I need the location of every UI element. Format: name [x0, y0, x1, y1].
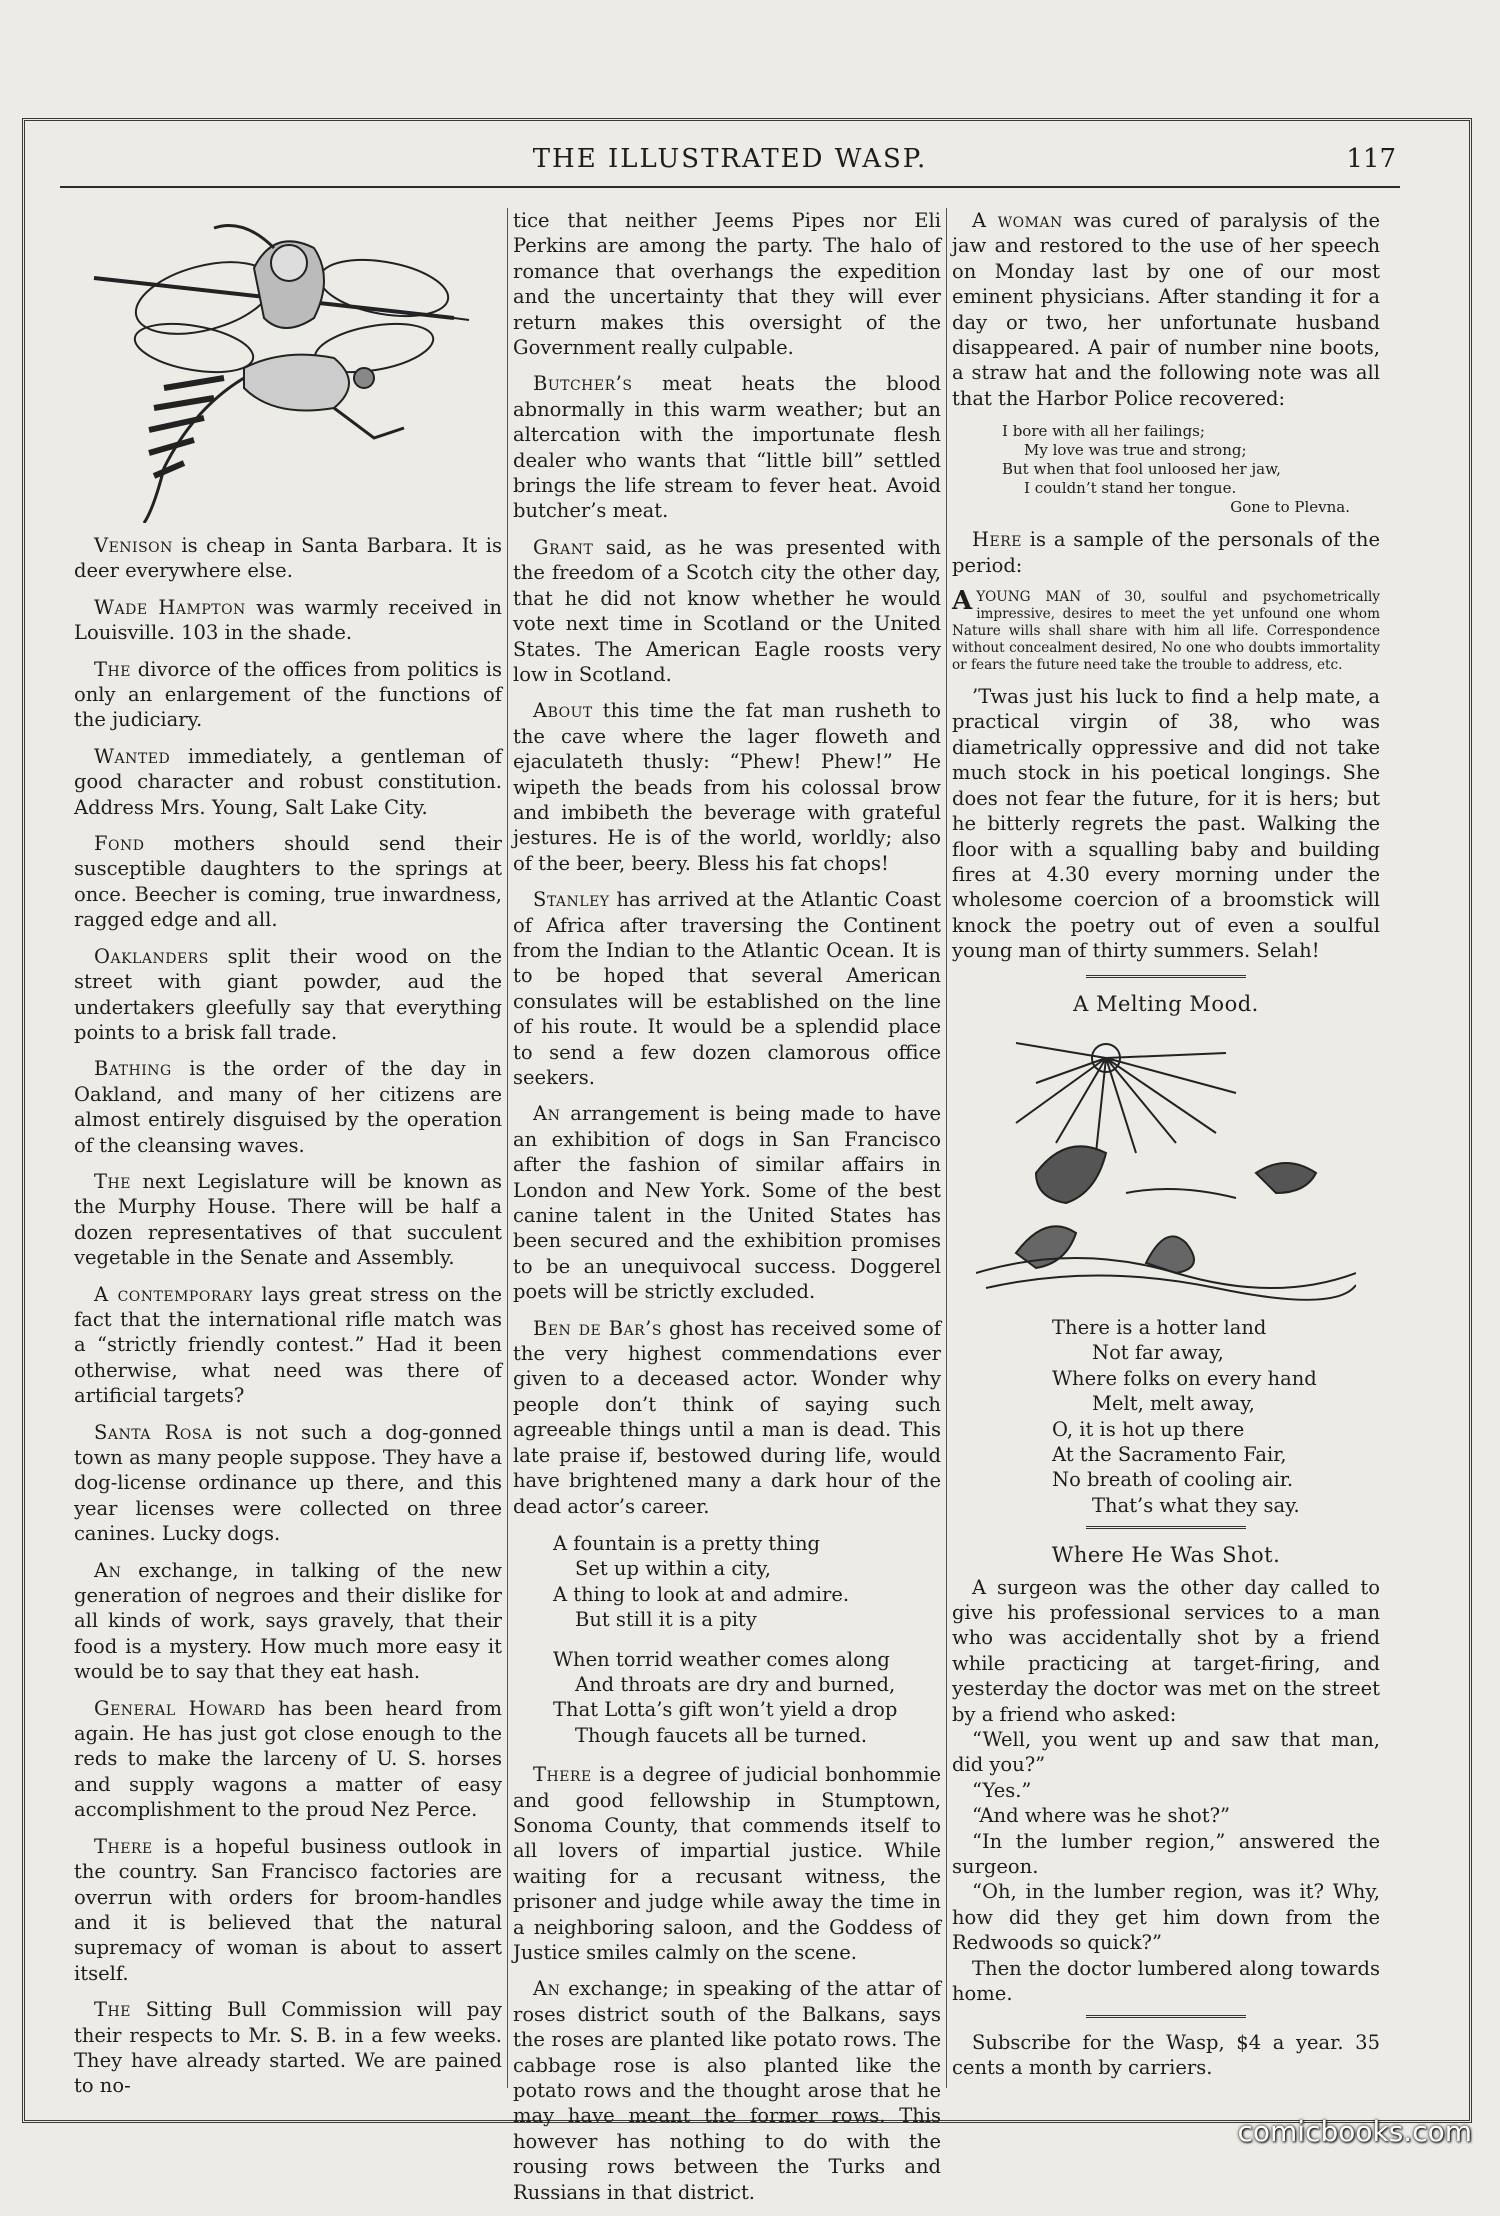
poem-line: There is a hotter land [1052, 1315, 1267, 1339]
column-1 [74, 208, 502, 2110]
item-lead: There [533, 1763, 592, 1787]
poem-line: But still it is a pity [575, 1608, 757, 1632]
item-lead: Wanted [94, 744, 171, 768]
poem-line: But when that fool unloosed her jaw, [1002, 460, 1281, 479]
item-text: arrangement is being made to have an exhibition of dogs in San Francisco after the fashion of similar affairs in London and New York. Some of the best canine talent in the United States has been secured and the exhibition promises to be an unequivocal success. Doggerel poets will be strictly excluded. [513, 1102, 941, 1304]
news-item [74, 1282, 502, 1409]
poem-line: I couldn’t stand her tongue. [1024, 479, 1237, 498]
item-text: is a sample of the personals of the period: [952, 528, 1380, 577]
column-2 [513, 208, 941, 2216]
poem-line: At the Sacramento Fair, [1052, 1442, 1287, 1466]
item-lead: About [533, 699, 593, 723]
subscribe-notice: Subscribe for the Wasp, $4 a year. 35 cents a month by carriers. [952, 2030, 1380, 2079]
melting-poem [1052, 1315, 1380, 1518]
item-lead: Butcher’s [533, 372, 633, 396]
item-lead: An [94, 1558, 122, 1582]
item-text: mothers should send their susceptible daughters to the springs at once. Beecher is coming, true inwardness, ragged edge and all. [74, 832, 502, 932]
item-lead: Santa Rosa [94, 1420, 213, 1444]
ad-dropcap: A [952, 586, 973, 617]
item-lead: General Howard [94, 1696, 266, 1720]
poem-line: Not far away, [1092, 1341, 1224, 1365]
item-text: next Legislature will be known as the Murphy House. There will be half a dozen representatives of that succulent vegetable in the Senate and Assembly. [74, 1169, 502, 1270]
news-item [74, 1558, 502, 1685]
news-item [74, 657, 502, 733]
news-item [74, 595, 502, 646]
story-paragraph: “In the lumber region,” answered the surgeon. [952, 1829, 1380, 1879]
shot-heading: Where He Was Shot. [1051, 1543, 1281, 1568]
column-2-items-lower [513, 1762, 941, 2205]
item-text: said, as he was presented with the freedom of a Scotch city the other day, that he did not know whether he would vote next time in Scotland or the United States. The American Eagle roosts very low in Scotland. [513, 535, 941, 686]
item-lead: Fond [94, 832, 145, 856]
news-item [74, 1169, 502, 1271]
melting-sun-illustration [976, 1023, 1356, 1303]
story-paragraph: “Yes.” [972, 1778, 1032, 1802]
news-item [74, 1420, 502, 1547]
item-text: meat heats the blood abnormally in this warm weather; but an altercation with the importunate flesh dealer who wants that “little bill” settled brings the life stream to fever heat. Avoid butcher’s meat. [513, 372, 941, 523]
item-text: is a degree of judicial bonhommie and good fellowship in Stumptown, Sonoma County, that commends itself to all lovers of impartial justice. While waiting for a recusant witness, the prisoner and judge while away the time in a neighboring saloon, and the Goddess of Justice smiles calmly on the scene. [513, 1763, 941, 1964]
item-lead: The [94, 1169, 131, 1193]
news-item [74, 1056, 502, 1158]
section-divider [1086, 2015, 1246, 2022]
news-item [74, 944, 502, 1046]
news-item [513, 698, 941, 876]
item-lead: An [533, 1977, 561, 2001]
news-item [513, 371, 941, 523]
item-lead: An [533, 1102, 561, 1126]
item-lead: Oaklanders [94, 944, 209, 968]
note-poem [1002, 422, 1380, 517]
news-item [74, 1696, 502, 1823]
section-divider [1086, 1526, 1246, 1533]
column-2-items [513, 208, 941, 1519]
item-text: has arrived at the Atlantic Coast of Africa after traversing the Continent from the Indian to the Atlantic Ocean. It is to be hoped that several American consulates will be established on the line of his route. It would be a splendid place to send a few dozen clamorous office seekers. [513, 888, 941, 1089]
news-item [513, 887, 941, 1090]
column-rule [946, 208, 947, 2088]
item-text: exchange; in speaking of the attar of roses district south of the Balkans, says the roses are planted like potato rows. The cabbage rose is also planted like the potato rows and the thought arose that he may have meant the former rows. This however has nothing to do with the rousing rows between the Turks and Russians in that district. [513, 1977, 941, 2204]
poem-line: I bore with all her failings; [1002, 422, 1205, 441]
column-rule [507, 208, 508, 2088]
personal-ad [952, 586, 1380, 674]
story-paragraph: A surgeon was the other day called to give his professional services to a man who was accidentally shot by a friend while practicing at target-firing, and yesterday the doctor was met on the street by a friend who asked: [952, 1575, 1380, 1726]
news-item [74, 1834, 502, 1986]
poem-line: Though faucets all be turned. [575, 1723, 868, 1747]
newspaper-title: THE ILLUSTRATED WASP. [532, 144, 928, 174]
item-lead: Venison [94, 534, 173, 557]
poem-line: Set up within a city, [575, 1557, 771, 1581]
item-lead: Grant [533, 535, 594, 559]
item-lead: Bathing [94, 1057, 172, 1081]
item-lead: There [94, 1834, 153, 1858]
item-personals [952, 527, 1380, 578]
poem-line: A thing to look at and admire. [553, 1582, 850, 1606]
item-lead: The [94, 657, 131, 681]
shot-story [952, 1575, 1380, 2007]
poem-line: Melt, melt away, [1092, 1392, 1255, 1416]
item-woman [952, 208, 1380, 411]
item-text: has been heard from again. He has just got close enough to the reds to make the larceny of U. S. horses and supply wagons a matter of easy accomplishment to the proud Nez Perce. [74, 1696, 503, 1822]
melting-heading: A Melting Mood. [1073, 991, 1259, 1016]
story-paragraph: Then the doctor lumbered along towards home. [952, 1956, 1380, 2006]
item-text: tice that neither Jeems Pipes nor Eli Perkins are among the party. The halo of romance that overhangs the expedition and the uncertainty that they will ever return makes this oversight of the Government really culpable. [513, 209, 941, 360]
story-paragraph: “Well, you went up and saw that man, did you?” [952, 1728, 1380, 1777]
item-lead: Wade Hampton [94, 595, 246, 619]
section-divider [1086, 975, 1246, 982]
poem-line: That Lotta’s gift won’t yield a drop [553, 1698, 898, 1722]
note-signature: Gone to Plevna. [1230, 498, 1350, 517]
item-lead: A contemporary [94, 1282, 253, 1306]
news-item [513, 535, 941, 687]
poem-line: That’s what they say. [1092, 1493, 1300, 1517]
news-item [74, 744, 502, 820]
item-lead: Stanley [533, 888, 610, 912]
ad-text: YOUNG MAN of 30, soulful and psychometrically impressive, desires to meet the yet unfound one whom Nature wills shall share with him all life. Correspondence without concealment desired, No one who doubts immortality or fears the future need take the trouble to address, etc. [952, 589, 1380, 674]
watermark: comicbooks.com [1237, 2115, 1472, 2148]
news-item [74, 1997, 502, 2099]
item-lead: A woman [972, 209, 1063, 232]
item-text: is cheap in Santa Barbara. It is deer everywhere else. [74, 534, 502, 583]
item-text: divorce of the offices from politics is only an enlargement of the functions of the judiciary. [74, 657, 502, 732]
story-paragraph: “Oh, in the lumber region, was it? Why, how did they get him down from the Redwoods so quick?” [952, 1880, 1380, 1955]
fountain-poem [553, 1531, 941, 1748]
item-selah: ’Twas just his luck to find a help mate, a practical virgin of 38, who was diametrically oppressive and did not take much stock in his poetical longings. She does not fear the future, for it is hers; but he bitterly regrets the past. Walking the floor with a squalling baby and building fires at 4.30 every morning under the wholesome coercion of a broomstick will knock the poetry out of even a soulful young man of thirty summers. Selah! [952, 685, 1380, 963]
story-paragraph: “And where was he shot?” [972, 1804, 1231, 1828]
news-item [74, 831, 502, 933]
news-item [513, 208, 941, 360]
item-lead: Here [972, 528, 1022, 552]
poem-line: Where folks on every hand [1052, 1366, 1317, 1390]
item-text: split their wood on the street with giant powder, aud the undertakers gleefully say that everything points to a brisk fall trade. [74, 944, 502, 1044]
poem-line: A fountain is a pretty thing [553, 1531, 820, 1555]
news-item [513, 1316, 941, 1519]
item-text: was warmly received in Louisville. 103 in the shade. [74, 595, 502, 645]
column-3 [952, 208, 1380, 2091]
item-lead: Ben de Bar’s [533, 1316, 662, 1340]
column-1-items [74, 533, 502, 2099]
item-text: Sitting Bull Commission will pay their respects to Mr. S. B. in a few weeks. They have already started. We are pained to no- [74, 1998, 502, 2098]
page-header [60, 138, 1400, 188]
item-text: is the order of the day in Oakland, and many of her citizens are almost entirely disguised by the operation of the cleansing waves. [74, 1057, 502, 1157]
item-text: is not such a dog-gonned town as many people suppose. They have a dog-license ordinance up there, and this year licenses were collected on three canines. Lucky dogs. [74, 1420, 502, 1546]
news-item [513, 1762, 941, 1965]
news-item [513, 1976, 941, 2205]
poem-line: No breath of cooling air. [1052, 1468, 1294, 1492]
item-lead: The [94, 1998, 131, 2022]
item-text: this time the fat man rusheth to the cave where the lager floweth and ejaculateth thusly: “Phew! Phew!” He wipeth the beads from his colossal brow and imbibeth the beverage with grateful jestures. He is of the world, worldly; also of the beer, beery. Bless his fat chops! [513, 699, 941, 875]
item-text: exchange, in talking of the new generation of negroes and their dislike for all kinds of work, says gravely, that their food is a mystery. How much more easy it would be to say that they eat hash. [74, 1558, 502, 1684]
item-text: ghost has received some of the very highest commendations ever given to a deceased actor. Wonder why people don’t think of saying such agreeable things until a man is dead. This late praise if, bestowed during life, would have brightened many a dark hour of the dead actor’s career. [513, 1316, 941, 1518]
news-item [74, 533, 502, 584]
poem-line: My love was true and strong; [1024, 441, 1247, 460]
item-text: is a hopeful business outlook in the country. San Francisco factories are overrun with orders for broom-handles and it is believed that the natural supremacy of woman is about to assert itself. [74, 1834, 502, 1985]
poem-line: O, it is hot up there [1052, 1417, 1245, 1441]
poem-line: And throats are dry and burned, [575, 1672, 896, 1696]
item-text: lays great stress on the fact that the international rifle match was a “strictly friendly contest.” Had it been otherwise, what need was there of artificial targets? [74, 1282, 503, 1408]
poem-line: When torrid weather comes along [553, 1647, 890, 1671]
item-text: was cured of paralysis of the jaw and restored to the use of her speech on Monday last by one of our most eminent physicians. After standing it for a day or two, her unfortunate husband disappeared. A pair of number nine boots, a straw hat and the following note was all that the Harbor Police recovered: [952, 209, 1381, 410]
gnome-riding-wasp-illustration [74, 208, 494, 523]
item-text: immediately, a gentleman of good character and robust constitution. Address Mrs. Young, Salt Lake City. [74, 744, 502, 819]
news-item [513, 1101, 941, 1304]
page-number: 117 [1346, 144, 1396, 174]
